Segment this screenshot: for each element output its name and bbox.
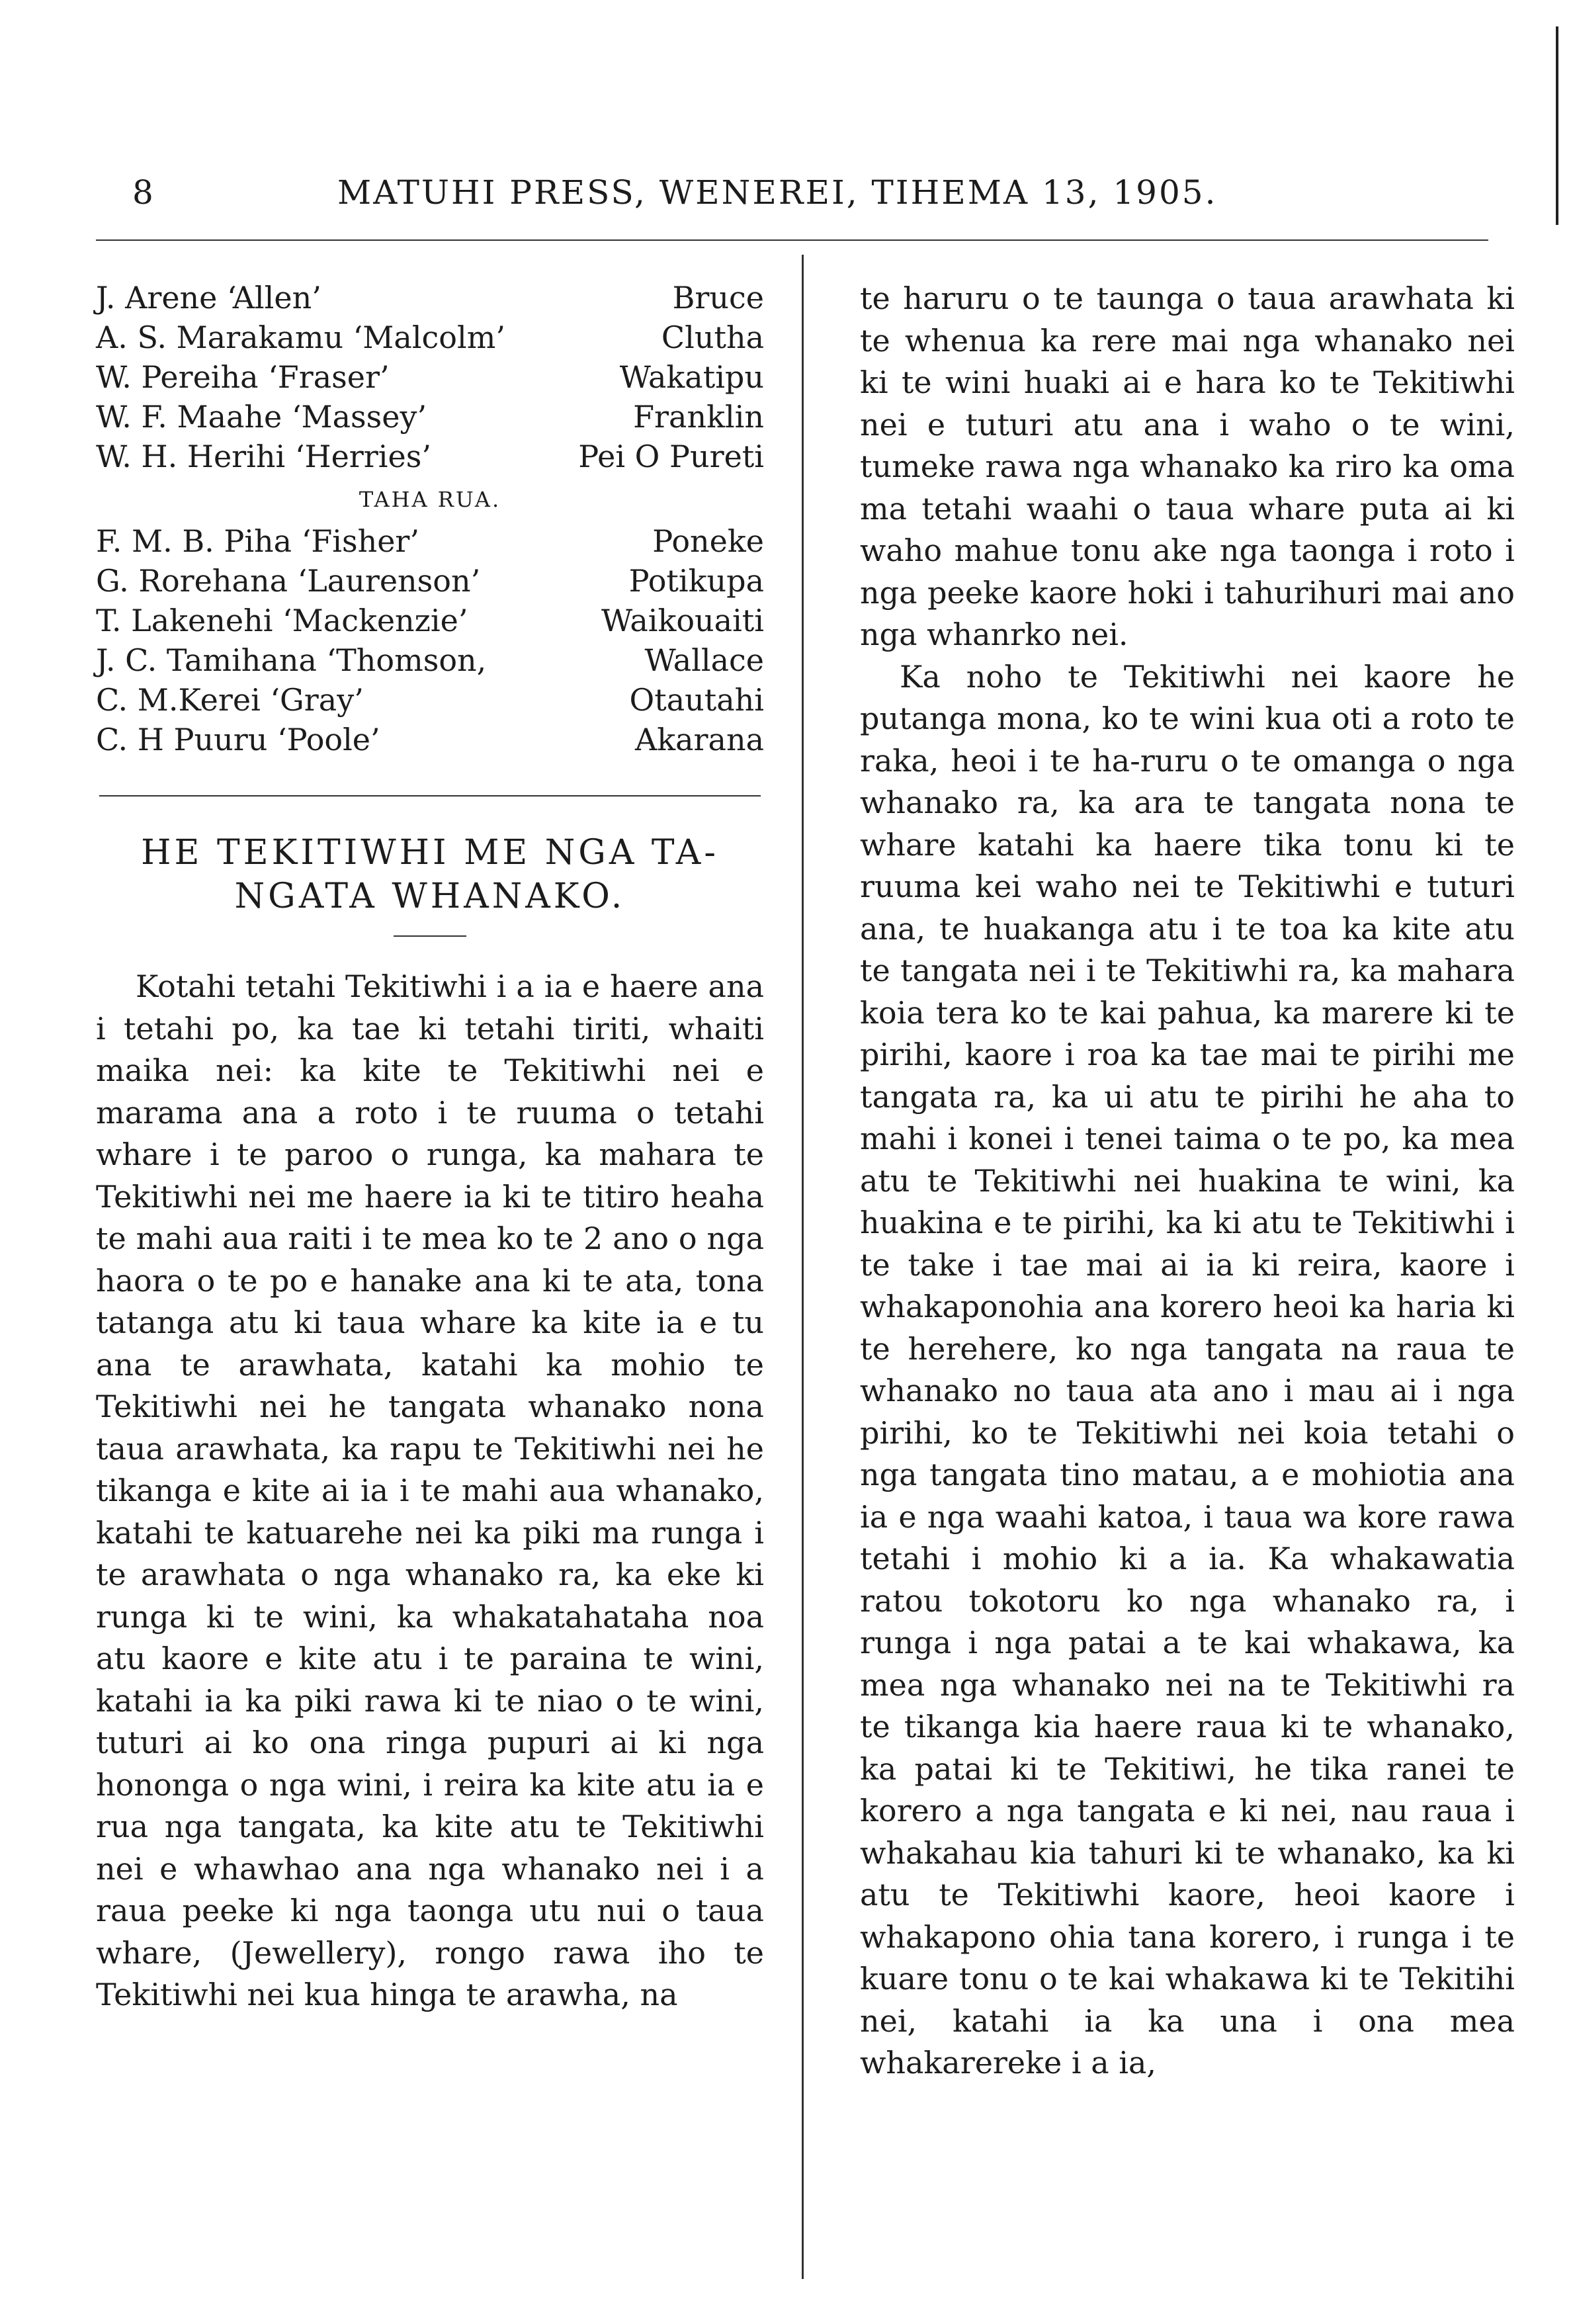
column-divider [802,255,804,2279]
right-column [860,278,1515,2085]
list-item: C. H Puuru ‘Poole’ Akarana [96,722,764,757]
list-item: J. Arene ‘Allen’ Bruce [96,280,764,316]
list-item: W. Pereiha ‘Fraser’ Wakatipu [96,359,764,395]
list-item: W. F. Maahe ‘Massey’ Franklin [96,399,764,435]
member-list-one [96,278,764,476]
list-item: T. Lakenehi ‘Mackenzie’ Waikouaiti [96,603,764,638]
list-item: A. S. Marakamu ‘Malcolm’ Clutha [96,320,764,355]
page-number: 8 [132,173,154,212]
list-item: G. Rorehana ‘Laurenson’ Potikupa [96,563,764,599]
headline-rule [394,935,466,937]
list-item: J. C. Tamihana ‘Thomson, Wallace [96,642,764,678]
list-item: W. H. Herihi ‘Herries’ Pei O Pureti [96,439,764,474]
newspaper-masthead: MATUHI PRESS, WENEREI, TIHEMA 13, 1905. [337,173,1218,212]
member-list-two [96,521,764,759]
article-headline: HE TEKITIWHI ME NGA TA- NGATA WHANAKO. [141,833,719,916]
section-rule [99,795,761,796]
subheading: TAHA RUA. [359,487,501,512]
article-paragraph: Kotahi tetahi Tekitiwhi i a ia e haere ana i tetahi po, ka tae ki tetahi tiriti, whaiti maika nei: ka kite te Tekitiwhi nei e marama ana a roto i te ruuma o tetahi whare i te paroo o runga, ka mahara te Tekitiwhi nei me haere ia ki te titiro heaha te mahi aua raiti i te mea ko te 2 ano o nga haora o te po e hanake ana ki te ata, tona tatanga atu ki taua whare ka kite ia e tu ana te arawhata, katahi ka mohio te Tekitiwhi nei he tangata whanako nona taua arawhata, ka rapu te Tekitiwhi nei he tikanga e kite ai ia i te mahi aua whanako, katahi te katuarehe nei ka piki ma runga i te arawhata o nga whanako ra, ka eke ki runga ki te wini, ka whakatahataha noa atu kaore e kite atu i te paraina te wini, katahi ia ka piki rawa ki te niao o te wini, tuturi ai ko ona ringa pupuri ai ki nga hononga o nga wini, i reira ka kite atu ia e rua nga tangata, ka kite atu te Tekitiwhi nei e whawhao ana nga whanako nei i a raua peeke ki nga taonga utu nui o taua whare, (Jewellery), rongo rawa iho te Tekitiwhi nei kua hinga te arawha, na [96,968,764,2012]
article-paragraph: te haruru o te taunga o taua arawhata ki te whenua ka rere mai nga whanako nei ki te wini huaki ai e hara ko te Tekitiwhi nei e tuturi atu ana i waho o te wini, tumeke rawa nga whanako ka riro ka oma ma tetahi waahi o taua whare puta ai ki waho mahue tonu ake nga taonga i roto i nga peeke kaore hoki i tahurihuri mai ano nga whanrko nei. [860,280,1515,652]
article-paragraph: Ka noho te Tekitiwhi nei kaore he putanga mona, ko te wini kua oti a roto te raka, heoi i te ha-ruru o te omanga o nga whanako ra, ka ara te tangata nona te whare katahi ka haere tika tonu ki te ruuma kei waho nei te Tekitiwhi e tuturi ana, te huakanga atu i te toa ka kite atu te tangata nei i te Tekitiwhi ra, ka mahara koia tera ko te kai pahua, ka marere ki te pirihi, kaore i roa ka tae mai te pirihi me tangata ra, ka ui atu te pirihi he aha to mahi i konei i tenei taima o te po, ka mea atu te Tekitiwhi nei huakina te wini, ka huakina e te pirihi, ka ki atu te Tekitiwhi i te take i tae mai ai ia ki reira, kaore i whakaponohia ana korero heoi ka haria ki te herehere, ko nga tangata na raua te whanako no taua ata ano i mau ai i nga pirihi, ko te Tekitiwhi nei koia tetahi o nga tangata tino matau, a e mohiotia ana ia e nga waahi katoa, i taua wa kore rawa tetahi i mohio ki a ia. Ka whakawatia ratou tokotoru ko nga whanako ra, i runga i nga patai a te kai whakawa, ka mea nga whanako nei na te Tekitiwhi ra te tikanga kia haere raua ki te whanako, ka patai ki te Tekitiwi, he tika ranei te korero a nga tangata e ki nei, nau raua i whakahau kia tahuri ki te whanako, ka ki atu te Tekitiwhi kaore, heoi kaore i whakapono ohia tana korero, i runga i te kuare tonu o te kai whakawa ki te Tekitihi nei, katahi ia ka una i ona mea whakarereke i a ia, [860,658,1515,2081]
list-item: C. M.Kerei ‘Gray’ Otautahi [96,682,764,718]
left-column [96,278,764,2016]
page-edge-mark [1556,26,1558,225]
page-header [99,173,1356,220]
list-item: F. M. B. Piha ‘Fisher’ Poneke [96,523,764,559]
header-rule [96,239,1488,241]
